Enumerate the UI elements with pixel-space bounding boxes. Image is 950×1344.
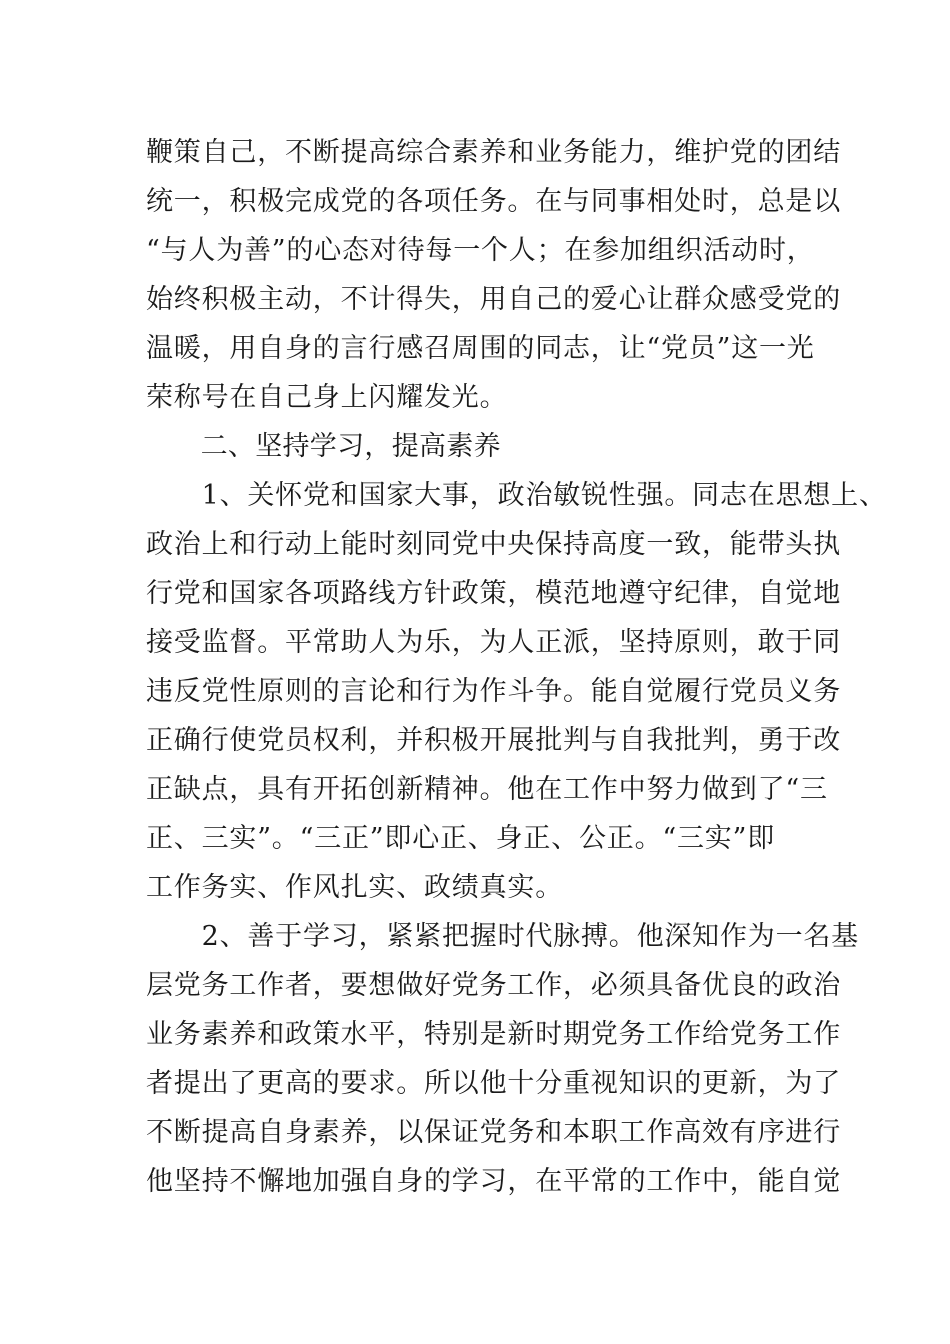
- text-line: 工作务实、作风扎实、政绩真实。: [146, 872, 563, 903]
- text-line: 违反党性原则的言论和行为作斗争。能自觉履行党员义务: [146, 676, 841, 707]
- text-line: 层党务工作者，要想做好党务工作，必须具备优良的政治: [146, 970, 841, 1001]
- text-line: 行党和国家各项路线方针政策，模范地遵守纪律，自觉地: [146, 578, 841, 609]
- text-line: 2、善于学习，紧紧把握时代脉搏。他深知作为一名基: [146, 921, 859, 952]
- text-line: 不断提高自身素养，以保证党务和本职工作高效有序进行: [146, 1117, 841, 1148]
- text-line: 温暖，用自身的言行感召周围的同志，让“党员”这一光: [146, 333, 815, 364]
- text-line: 接受监督。平常助人为乐，为人正派，坚持原则，敢于同: [146, 627, 841, 658]
- text-line: 荣称号在自己身上闪耀发光。: [146, 382, 508, 413]
- document-body: [146, 128, 887, 1206]
- text-line: 正确行使党员权利，并积极开展批判与自我批判，勇于改: [146, 725, 841, 756]
- text-line: 正、三实”。“三正”即心正、身正、公正。“三实”即: [146, 823, 776, 854]
- text-line: 他坚持不懈地加强自身的学习，在平常的工作中，能自觉: [146, 1166, 841, 1197]
- text-line: “与人为善”的心态对待每一个人；在参加组织活动时，: [146, 235, 815, 266]
- text-line: 始终积极主动，不计得失，用自己的爱心让群众感受党的: [146, 284, 841, 315]
- text-line: 正缺点，具有开拓创新精神。他在工作中努力做到了“三: [146, 774, 828, 805]
- text-line: 政治上和行动上能时刻同党中央保持高度一致，能带头执: [146, 529, 841, 560]
- text-line: 1、关怀党和国家大事，政治敏锐性强。同志在思想上、: [146, 480, 887, 511]
- text-line: 统一，积极完成党的各项任务。在与同事相处时，总是以: [146, 186, 841, 217]
- text-line: 鞭策自己，不断提高综合素养和业务能力，维护党的团结: [146, 137, 841, 168]
- text-line: 业务素养和政策水平，特别是新时期党务工作给党务工作: [146, 1019, 841, 1050]
- section-heading: 二、坚持学习，提高素养: [146, 431, 501, 462]
- text-line: 者提出了更高的要求。所以他十分重视知识的更新，为了: [146, 1068, 841, 1099]
